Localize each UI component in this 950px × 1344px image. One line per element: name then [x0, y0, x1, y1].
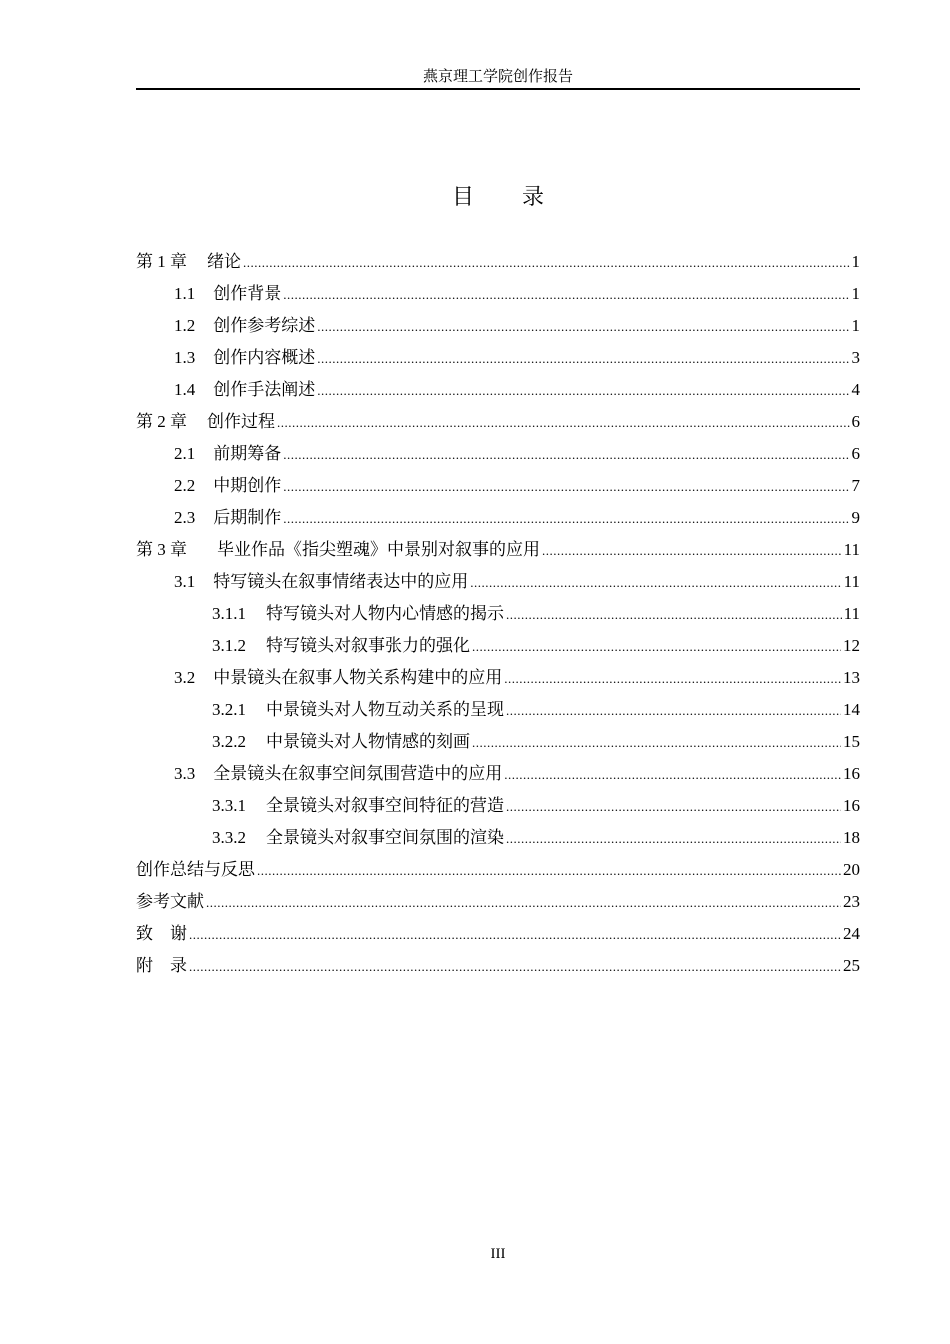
- toc-entry-label: 创作背景: [213, 284, 282, 303]
- page-header: 燕京理工学院创作报告: [136, 66, 860, 90]
- toc-entry-number: 3.3: [174, 764, 196, 783]
- toc-entry-label: 后期制作: [213, 508, 282, 527]
- toc-entry-chapter-3[interactable]: [136, 534, 860, 566]
- table-of-contents: [136, 246, 860, 982]
- toc-leader: [283, 439, 849, 471]
- toc-entry-label: 全景镜头对叙事空间特征的营造: [266, 796, 504, 815]
- toc-leader: [277, 407, 850, 439]
- toc-leader: [317, 375, 849, 407]
- toc-entry-number: 第 2 章: [136, 412, 187, 431]
- toc-entry-label: 致 谢: [136, 924, 187, 944]
- toc-entry-label: 毕业作品《指尖塑魂》中景别对叙事的应用: [217, 540, 540, 560]
- toc-entry-number: 1.1: [174, 284, 196, 303]
- toc-leader: [472, 631, 841, 663]
- toc-entry-3-2-1[interactable]: [136, 694, 860, 726]
- toc-leader: [189, 919, 841, 951]
- toc-leader: [243, 247, 850, 279]
- toc-entry-1-1[interactable]: [136, 278, 860, 310]
- toc-entry-acknowledgements[interactable]: [136, 918, 860, 950]
- toc-entry-number: 3.2.2: [212, 732, 246, 751]
- toc-entry-number: 3.1: [174, 572, 196, 591]
- toc-leader: [470, 567, 841, 599]
- toc-entry-1-3[interactable]: [136, 342, 860, 374]
- toc-entry-page: 3: [851, 348, 860, 367]
- toc-title: [0, 180, 950, 211]
- toc-entry-page: 24: [843, 924, 860, 943]
- toc-entry-3-1-1[interactable]: [136, 598, 860, 630]
- toc-entry-number: 3.3.2: [212, 828, 246, 847]
- toc-entry-3-3-1[interactable]: [136, 790, 860, 822]
- toc-entry-number: 2.2: [174, 476, 196, 495]
- toc-entry-number: 2.3: [174, 508, 196, 527]
- toc-entry-label: 中景镜头对人物情感的刻画: [266, 732, 470, 751]
- toc-entry-label: 创作手法阐述: [213, 380, 316, 399]
- toc-entry-label: 中景镜头对人物互动关系的呈现: [266, 700, 504, 719]
- toc-entry-chapter-1[interactable]: [136, 246, 860, 278]
- toc-leader: [542, 535, 842, 567]
- toc-entry-page: 15: [843, 732, 860, 751]
- toc-entry-page: 12: [843, 636, 860, 655]
- toc-entry-page: 1: [851, 252, 860, 271]
- toc-title-char-1: 目: [451, 185, 474, 210]
- toc-entry-number: 1.4: [174, 380, 196, 399]
- toc-entry-page: 14: [843, 700, 860, 719]
- toc-entry-2-2[interactable]: [136, 470, 860, 502]
- toc-entry-page: 7: [851, 476, 860, 495]
- toc-entry-number: 3.1.1: [212, 604, 246, 623]
- toc-entry-label: 创作总结与反思: [136, 860, 255, 880]
- toc-entry-references[interactable]: [136, 886, 860, 918]
- toc-entry-page: 23: [843, 892, 860, 911]
- toc-entry-page: 16: [843, 796, 860, 815]
- toc-entry-3-2-2[interactable]: [136, 726, 860, 758]
- toc-entry-chapter-2[interactable]: [136, 406, 860, 438]
- toc-entry-label: 创作内容概述: [213, 348, 316, 367]
- toc-entry-page: 11: [843, 572, 860, 591]
- toc-entry-page: 18: [843, 828, 860, 847]
- toc-entry-page: 6: [851, 444, 860, 463]
- toc-entry-page: 16: [843, 764, 860, 783]
- toc-entry-1-4[interactable]: [136, 374, 860, 406]
- toc-entry-label: 特写镜头对人物内心情感的揭示: [266, 604, 504, 623]
- toc-entry-3-1-2[interactable]: [136, 630, 860, 662]
- toc-entry-3-2[interactable]: [136, 662, 860, 694]
- toc-entry-label: 中期创作: [213, 476, 282, 495]
- toc-entry-number: 2.1: [174, 444, 196, 463]
- toc-entry-number: 3.3.1: [212, 796, 246, 815]
- toc-entry-2-3[interactable]: [136, 502, 860, 534]
- toc-leader: [504, 663, 841, 695]
- toc-entry-number: 第 1 章: [136, 252, 187, 271]
- toc-entry-summary[interactable]: [136, 854, 860, 886]
- toc-entry-label: 创作过程: [207, 412, 275, 432]
- toc-leader: [506, 695, 841, 727]
- toc-entry-page: 11: [843, 540, 860, 559]
- toc-entry-appendix[interactable]: [136, 950, 860, 982]
- toc-entry-page: 9: [851, 508, 860, 527]
- toc-entry-page: 20: [843, 860, 860, 879]
- toc-entry-label: 前期筹备: [213, 444, 282, 463]
- toc-entry-3-3[interactable]: [136, 758, 860, 790]
- toc-leader: [317, 343, 849, 375]
- toc-entry-page: 11: [843, 604, 860, 623]
- toc-leader: [472, 727, 841, 759]
- toc-entry-label: 全景镜头在叙事空间氛围营造中的应用: [213, 764, 503, 783]
- toc-leader: [283, 279, 849, 311]
- toc-entry-page: 1: [851, 284, 860, 303]
- toc-entry-label: 全景镜头对叙事空间氛围的渲染: [266, 828, 504, 847]
- toc-entry-label: 创作参考综述: [213, 316, 316, 335]
- toc-entry-number: 3.2.1: [212, 700, 246, 719]
- toc-title-char-2: 录: [522, 185, 545, 210]
- toc-leader: [506, 599, 842, 631]
- toc-entry-1-2[interactable]: [136, 310, 860, 342]
- toc-leader: [317, 311, 849, 343]
- toc-entry-page: 6: [851, 412, 860, 431]
- toc-leader: [189, 951, 841, 983]
- toc-entry-number: 1.2: [174, 316, 196, 335]
- toc-entry-page: 4: [851, 380, 860, 399]
- toc-leader: [283, 471, 849, 503]
- toc-leader: [257, 855, 841, 887]
- toc-entry-number: 1.3: [174, 348, 196, 367]
- toc-entry-label: 附 录: [136, 956, 187, 976]
- toc-leader: [506, 823, 841, 855]
- toc-entry-label: 中景镜头在叙事人物关系构建中的应用: [213, 668, 503, 687]
- toc-entry-label: 绪论: [207, 252, 241, 272]
- toc-entry-number: 第 3 章: [136, 540, 187, 559]
- toc-leader: [504, 759, 841, 791]
- toc-entry-3-3-2[interactable]: [136, 822, 860, 854]
- toc-entry-number: 3.1.2: [212, 636, 246, 655]
- toc-entry-2-1[interactable]: [136, 438, 860, 470]
- toc-entry-number: 3.2: [174, 668, 196, 687]
- toc-entry-page: 25: [843, 956, 860, 975]
- toc-leader: [283, 503, 849, 535]
- toc-leader: [206, 887, 841, 919]
- toc-leader: [506, 791, 841, 823]
- toc-entry-label: 特写镜头对叙事张力的强化: [266, 636, 470, 655]
- toc-entry-label: 参考文献: [136, 892, 204, 912]
- toc-entry-label: 特写镜头在叙事情绪表达中的应用: [213, 572, 469, 591]
- toc-entry-3-1[interactable]: [136, 566, 860, 598]
- page-number: III: [490, 1246, 506, 1262]
- toc-entry-page: 13: [843, 668, 860, 687]
- toc-entry-page: 1: [851, 316, 860, 335]
